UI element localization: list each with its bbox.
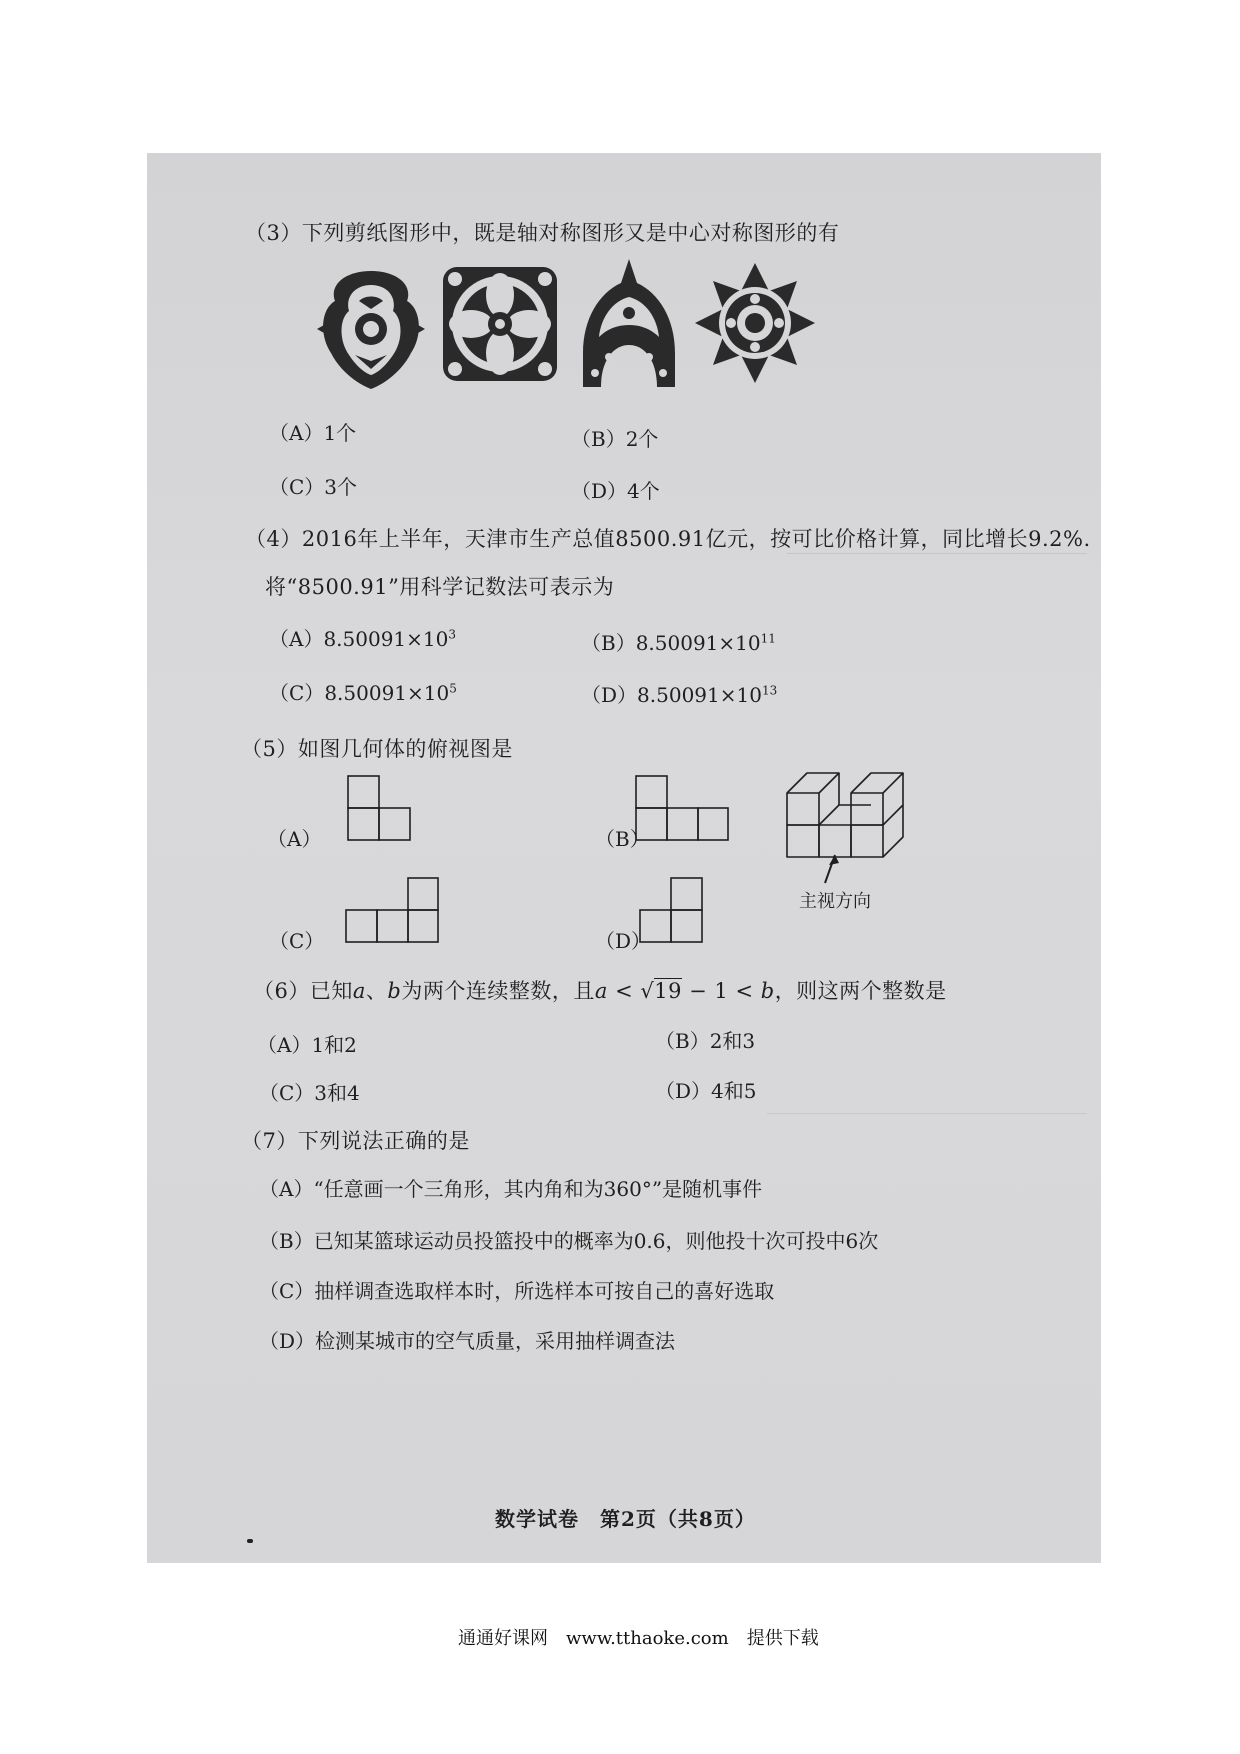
q4-option-d[interactable]: $(D)8.50091\times 10^{13}$ — [581, 683, 778, 707]
q5-option-a-label[interactable]: （A） — [267, 827, 322, 851]
q5-view-direction-label: 主视方向 — [799, 891, 871, 912]
q6-option-a[interactable]: （A）1和2 — [257, 1033, 357, 1057]
q6-option-c[interactable]: （C）3和4 — [259, 1081, 360, 1105]
q3-option-c[interactable]: （C）3个 — [269, 475, 358, 499]
q3-option-b[interactable]: （B）2个 — [571, 427, 659, 451]
q6-option-d[interactable]: （D）4和5 — [655, 1079, 757, 1103]
papercut-fish-figure — [315, 265, 427, 395]
q7-option-c[interactable]: （C）抽样调查选取样本时，所选样本可按自己的喜好选取 — [259, 1279, 775, 1303]
q5-stem: （5）如图几何体的俯视图是 — [241, 737, 513, 761]
sqrt-icon: √ — [640, 979, 655, 1003]
q5-option-b-grid[interactable] — [635, 775, 729, 841]
ink-speck — [247, 1539, 253, 1543]
download-watermark[interactable]: 通通好课网 www.tthaoke.com 提供下载 — [458, 1628, 819, 1649]
q7-option-d[interactable]: （D）检测某城市的空气质量，采用抽样调查法 — [259, 1329, 676, 1353]
q4-option-c[interactable]: $(C)8.50091\times 10^5$ — [269, 681, 457, 705]
papercut-crown-figure — [579, 257, 679, 391]
q3-option-a[interactable]: （A）1个 — [269, 421, 357, 445]
q3-option-d[interactable]: （D）4个 — [571, 479, 660, 503]
q6-radicand: 19 — [654, 979, 682, 1003]
q4-option-b[interactable]: $(B)8.50091\times 10^{11}$ — [581, 631, 776, 655]
q4-stem: （4）2016年上半年，天津市生产总值8500.91亿元，按可比价格计算，同比增长9.2%. — [245, 527, 1091, 551]
papercut-star-flower-figure — [693, 261, 817, 385]
q3-stem: （3）下列剪纸图形中，既是轴对称图形又是中心对称图形的有 — [245, 221, 840, 245]
q5-option-b-label[interactable]: （B） — [595, 827, 650, 851]
q5-option-a-grid[interactable] — [347, 775, 411, 841]
q5-option-d-grid[interactable] — [639, 877, 703, 943]
q4-stem-continued: 将“8500.91”用科学记数法可表示为 — [265, 575, 615, 599]
papercut-square-knot-figure — [441, 265, 559, 383]
exam-sheet — [147, 153, 1101, 1563]
q7-stem: （7）下列说法正确的是 — [241, 1129, 470, 1153]
q5-solid-figure — [783, 759, 973, 889]
q5-option-d-label[interactable]: （D） — [595, 929, 652, 953]
q6-var-a: a — [352, 979, 366, 1003]
q4-option-a[interactable]: $(A)8.50091\times 10^3$ — [269, 627, 457, 651]
q6-stem: （6）已知a、b为两个连续整数，且a < √19 − 1 < b，则这两个整数是 — [253, 979, 947, 1003]
q5-option-c-label[interactable]: （C） — [269, 929, 325, 953]
page-footer: 数学试卷 第2页（共8页） — [495, 1507, 756, 1531]
bleed-through-mark — [787, 553, 1087, 614]
q6-var-b: b — [387, 979, 402, 1003]
q7-option-b[interactable]: （B）已知某篮球运动员投篮投中的概率为0.6，则他投十次可投中6次 — [259, 1229, 879, 1253]
bleed-through-mark — [767, 1033, 1087, 1114]
q6-option-b[interactable]: （B）2和3 — [655, 1029, 756, 1053]
q5-option-c-grid[interactable] — [345, 877, 439, 943]
q7-option-a[interactable]: （A）“任意画一个三角形，其内角和为360°”是随机事件 — [259, 1177, 763, 1201]
